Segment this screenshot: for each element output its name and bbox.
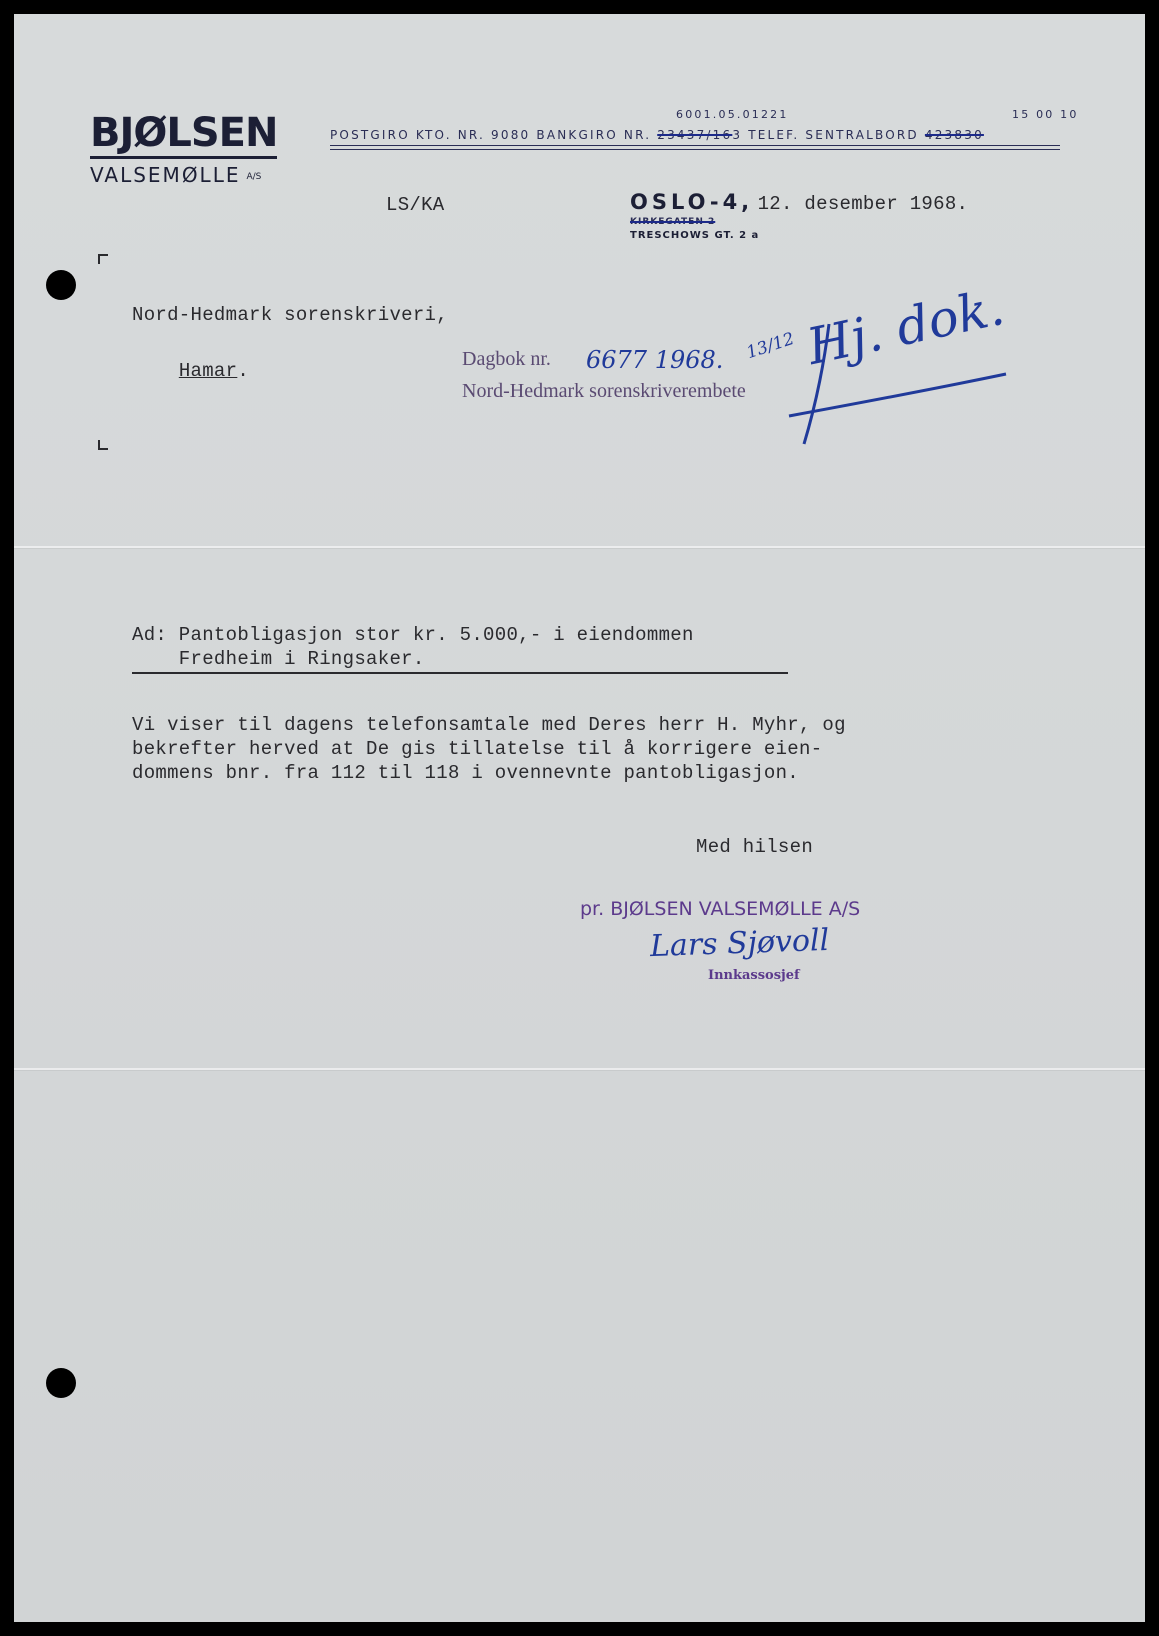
registry-stamp-label: Dagbok nr. bbox=[462, 348, 551, 370]
letter-sheet bbox=[14, 14, 1145, 1622]
fold-line-bottom bbox=[14, 1068, 1145, 1070]
bankgiro-old-number: 23437/16 bbox=[657, 128, 733, 142]
bankgiro-label: BANKGIRO NR. bbox=[536, 128, 652, 142]
closing-greeting: Med hilsen bbox=[696, 836, 814, 858]
city-date bbox=[630, 190, 968, 215]
punch-hole-bottom bbox=[46, 1368, 76, 1398]
registry-handwritten-note: Hj. dok. bbox=[802, 277, 1010, 377]
old-street: KIRKEGATEN 2 bbox=[630, 217, 716, 227]
signatory-title: Innkassosjef bbox=[708, 968, 800, 983]
address-corner-bottom bbox=[98, 440, 108, 450]
body-line-1: Vi viser til dagens telefonsamtale med Deres herr H. Myhr, og bbox=[132, 714, 846, 736]
recipient-city: Hamar bbox=[178, 360, 238, 382]
recipient-city-line bbox=[132, 338, 249, 404]
letterhead-info-line bbox=[330, 128, 984, 142]
telef-label: TELEF. SENTRALBORD bbox=[748, 128, 919, 142]
company-logo bbox=[90, 110, 277, 187]
registry-stamp-date: 13/12 bbox=[744, 328, 797, 364]
logo-word: BJØLSEN bbox=[90, 110, 277, 159]
registry-stamp-number: 6677 1968. bbox=[586, 346, 724, 374]
handwritten-signature: Lars Sjøvoll bbox=[649, 922, 830, 965]
logo-sub-text: VALSEMØLLE bbox=[90, 163, 241, 187]
telef-old-number: 423830 bbox=[924, 128, 984, 142]
logo-as: A/S bbox=[246, 171, 262, 182]
city-name: OSLO-4, bbox=[630, 190, 754, 214]
account-note: 6001.05.01221 bbox=[676, 108, 789, 121]
letterhead-rule-2 bbox=[330, 149, 1060, 150]
logo-subtitle bbox=[90, 163, 277, 187]
body-line-3: dommens bnr. fra 112 til 118 i ovennevnte pantobligasjon. bbox=[132, 762, 800, 784]
fold-line-top bbox=[14, 546, 1145, 548]
address-corner-top bbox=[98, 254, 108, 264]
handwritten-strokes bbox=[784, 304, 1024, 464]
registry-stamp-office: Nord-Hedmark sorenskriverembete bbox=[462, 380, 746, 402]
recipient-name: Nord-Hedmark sorenskriveri, bbox=[132, 304, 448, 326]
subject-line-1: Ad: Pantobligasjon stor kr. 5.000,- i eiendommen bbox=[132, 624, 694, 646]
company-signature-stamp: pr. BJØLSEN VALSEMØLLE A/S bbox=[580, 898, 861, 920]
letterhead-rule-1 bbox=[330, 145, 1060, 146]
bankgiro-tail: 3 bbox=[732, 128, 743, 142]
recipient-city-punct: . bbox=[237, 360, 250, 382]
phone-note: 15 00 10 bbox=[1012, 108, 1079, 121]
subject-underline bbox=[132, 672, 788, 674]
letter-date: 12. desember 1968. bbox=[757, 193, 969, 215]
postgiro-text: POSTGIRO KTO. NR. 9080 bbox=[330, 128, 531, 142]
subject-line-2: Fredheim i Ringsaker. bbox=[132, 648, 425, 670]
new-street: TRESCHOWS GT. 2 a bbox=[630, 230, 760, 241]
body-line-2: bekrefter herved at De gis tillatelse til å korrigere eien- bbox=[132, 738, 823, 760]
punch-hole-top bbox=[46, 270, 76, 300]
reference-initials: LS/KA bbox=[386, 194, 445, 216]
